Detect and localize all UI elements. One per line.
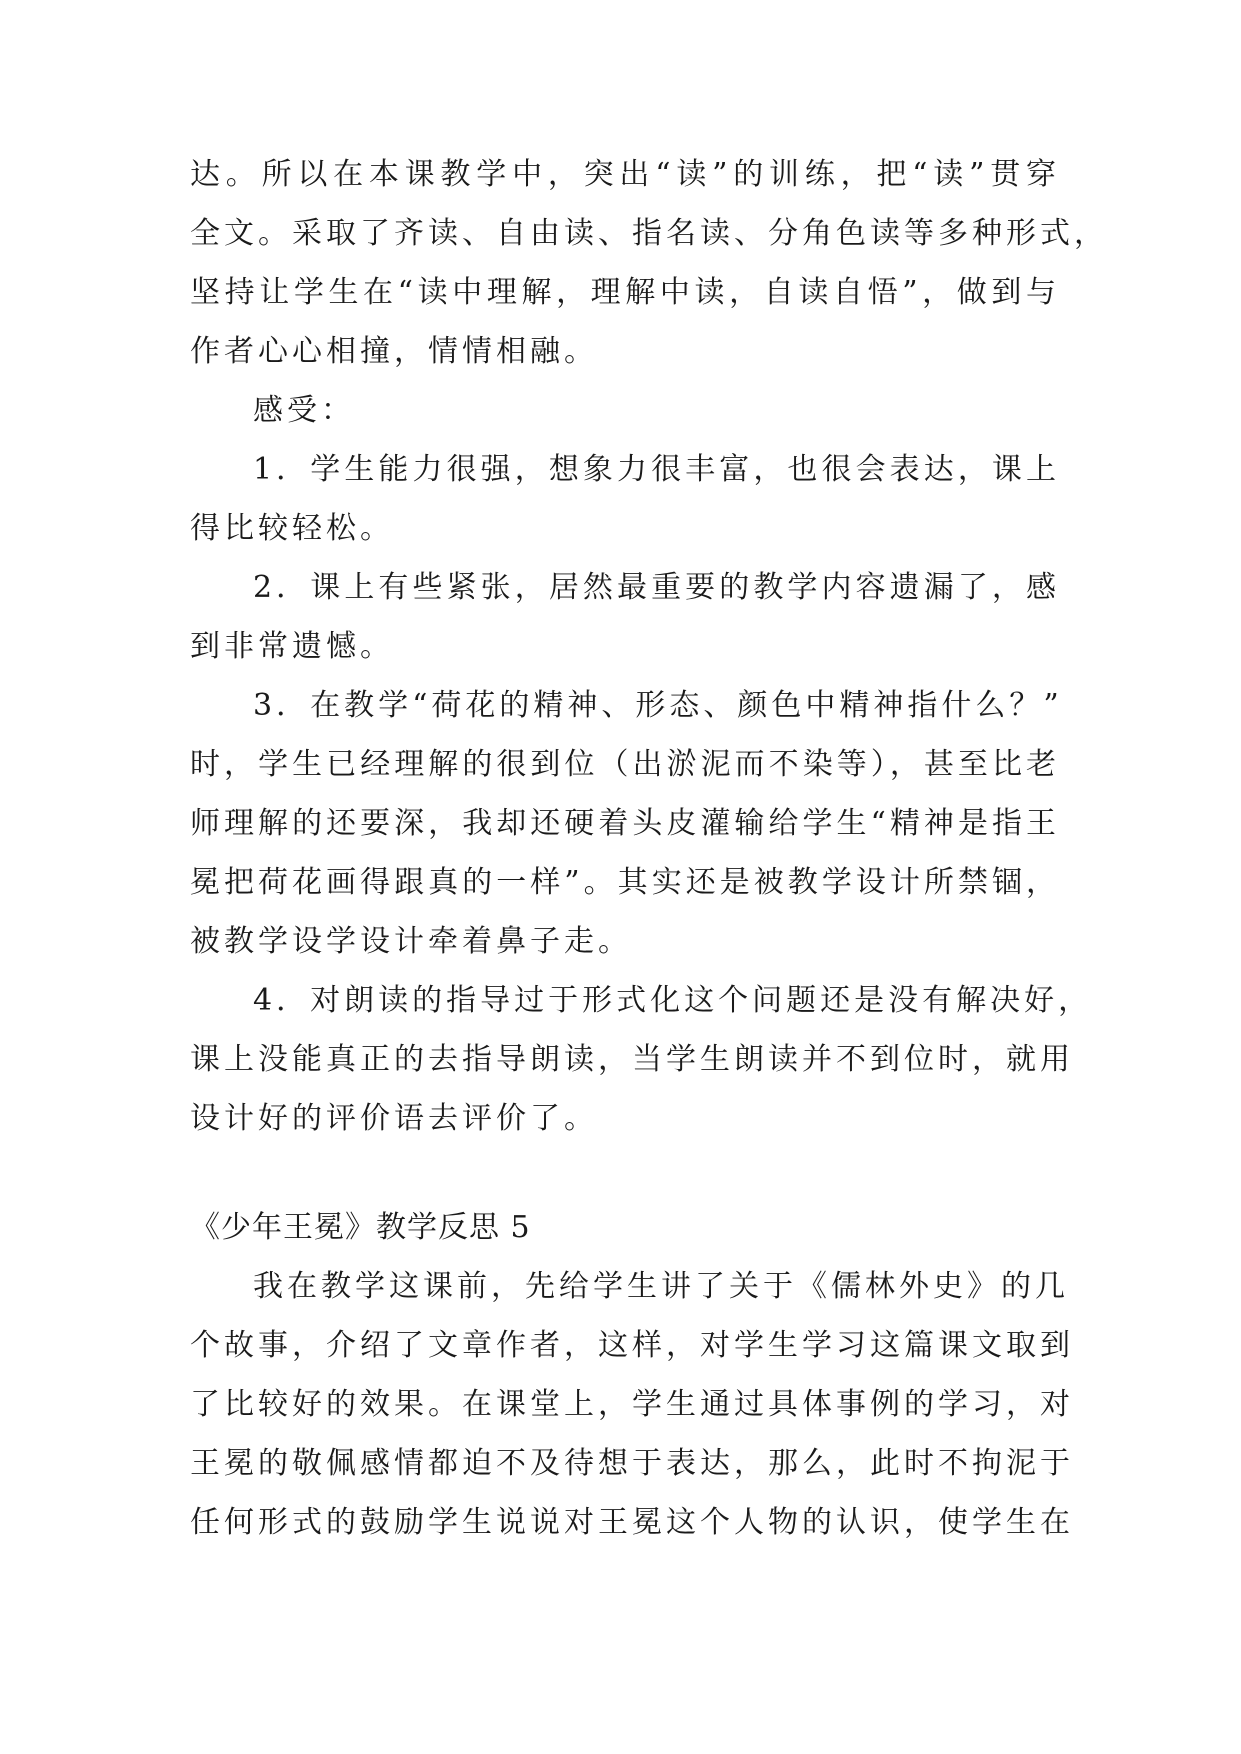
list-item-line: 2．课上有些紧张，居然最重要的教学内容遗漏了，感 [253,570,1060,605]
paragraph-line: 个故事，介绍了文章作者，这样，对学生学习这篇课文取到 [190,1328,1074,1363]
paragraph-line: 任何形式的鼓励学生说说对王冕这个人物的认识，使学生在 [190,1505,1074,1540]
list-item-line: 时，学生已经理解的很到位（出淤泥而不染等），甚至比老 [190,747,1060,782]
list-item-line: 3．在教学“荷花的精神、形态、颜色中精神指什么？” [253,688,1063,723]
section-label: 感受： [253,393,355,428]
paragraph-line: 全文。采取了齐读、自由读、指名读、分角色读等多种形式， [190,216,1108,251]
list-item-line: 被教学设学设计牵着鼻子走。 [190,924,632,959]
paragraph-line: 了比较好的效果。在课堂上，学生通过具体事例的学习，对 [190,1387,1074,1422]
list-item-line: 4．对朗读的指导过于形式化这个问题还是没有解决好， [253,983,1093,1018]
section-title: 《少年王冕》教学反思 5 [190,1210,531,1245]
list-item-line: 1．学生能力很强，想象力很丰富，也很会表达，课上 [253,452,1060,487]
list-item-line: 课上没能真正的去指导朗读，当学生朗读并不到位时，就用 [190,1042,1074,1077]
list-item-line: 得比较轻松。 [190,511,394,546]
paragraph-line: 达。所以在本课教学中，突出“读”的训练，把“读”贯穿 [190,157,1060,192]
list-item-line: 设计好的评价语去评价了。 [190,1101,598,1136]
list-item-line: 到非常遗憾。 [190,629,394,664]
list-item-line: 冕把荷花画得跟真的一样”。其实还是被教学设计所禁锢， [190,865,1060,900]
paragraph-line: 王冕的敬佩感情都迫不及待想于表达，那么，此时不拘泥于 [190,1446,1074,1481]
paragraph-line: 作者心心相撞，情情相融。 [190,334,598,369]
list-item-line: 师理解的还要深，我却还硬着头皮灌输给学生“精神是指王 [190,806,1060,841]
paragraph-line: 我在教学这课前，先给学生讲了关于《儒林外史》的几 [253,1269,1069,1304]
paragraph-line: 坚持让学生在“读中理解，理解中读，自读自悟”，做到与 [190,275,1060,310]
